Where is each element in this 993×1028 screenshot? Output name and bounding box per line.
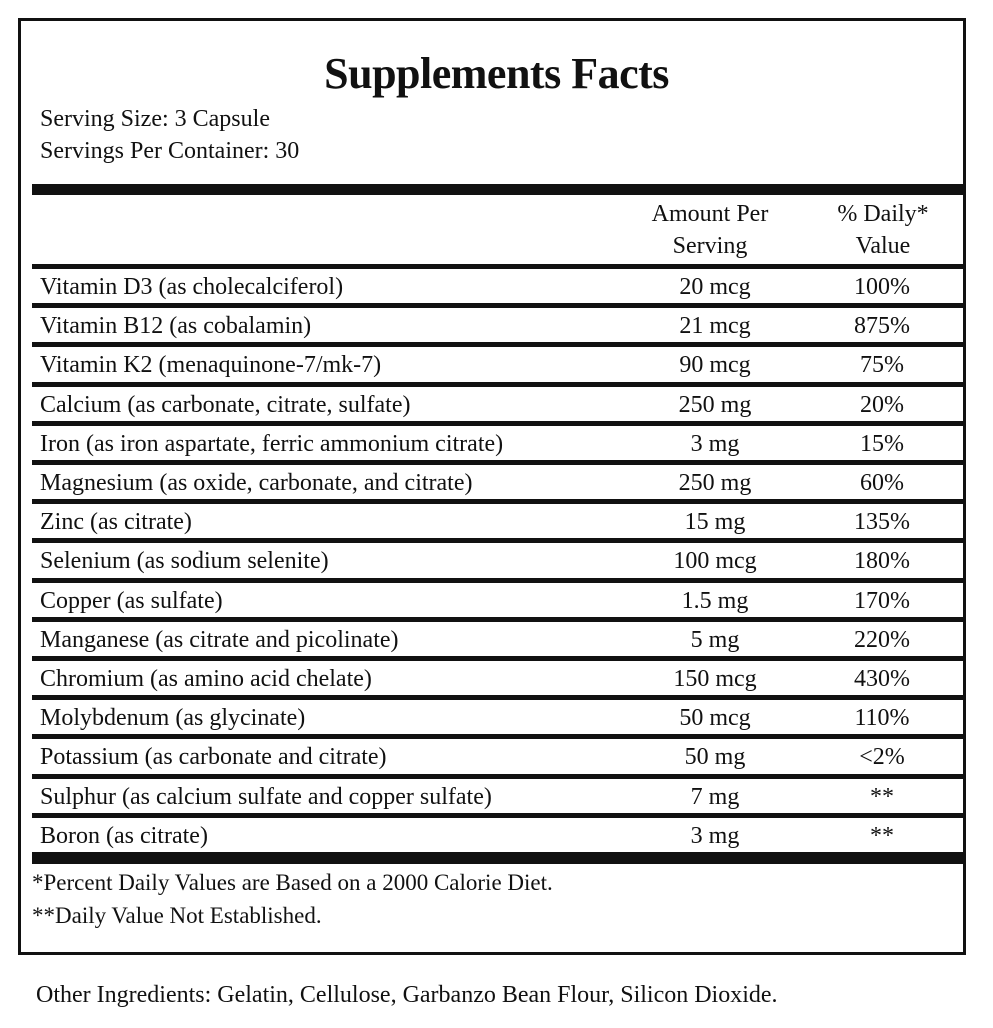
nutrient-row	[32, 738, 964, 778]
nutrient-daily-value: 60%	[860, 470, 904, 496]
nutrient-daily-value: 15%	[860, 430, 904, 457]
servings-per-container: Servings Per Container: 30	[40, 138, 300, 164]
nutrient-daily-value: **	[870, 822, 894, 849]
nutrient-amount: 250 mg	[678, 470, 752, 496]
nutrient-row	[32, 307, 964, 347]
nutrient-daily-value: 110%	[854, 705, 910, 732]
nutrient-amount: 1.5 mg	[681, 587, 749, 614]
nutrient-amount: 3 mg	[690, 822, 740, 849]
nutrient-name: Manganese (as citrate and picolinate)	[40, 626, 399, 653]
footnote-not-established: **Daily Value Not Established.	[32, 903, 322, 928]
nutrient-name: Potassium (as carbonate and citrate)	[40, 744, 387, 771]
nutrient-daily-value: 875%	[854, 313, 910, 340]
nutrient-amount: 50 mg	[684, 744, 746, 771]
nutrient-daily-value: <2%	[859, 744, 905, 771]
nutrient-name: Iron (as iron aspartate, ferric ammonium citrate)	[40, 430, 504, 457]
nutrient-row	[32, 346, 964, 386]
nutrient-name: Selenium (as sodium selenite)	[40, 548, 329, 575]
nutrient-row	[32, 503, 964, 543]
nutrient-amount: 3 mg	[690, 430, 740, 457]
nutrient-name: Sulphur (as calcium sulfate and copper sulfate)	[40, 783, 492, 810]
other-ingredients: Other Ingredients: Gelatin, Cellulose, Garbanzo Bean Flour, Silicon Dioxide.	[36, 982, 778, 1008]
nutrient-row	[32, 660, 964, 700]
nutrient-daily-value: 220%	[854, 626, 910, 653]
nutrient-daily-value: 75%	[860, 352, 904, 379]
nutrient-name: Magnesium (as oxide, carbonate, and citrate)	[40, 470, 473, 496]
nutrient-name: Copper (as sulfate)	[40, 587, 223, 614]
serving-size: Serving Size: 3 Capsule	[40, 106, 270, 132]
nutrient-row	[32, 464, 964, 504]
nutrient-row	[32, 425, 964, 465]
nutrient-name: Vitamin B12 (as cobalamin)	[40, 313, 312, 340]
nutrient-amount: 5 mg	[690, 626, 740, 653]
nutrient-daily-value: 170%	[854, 587, 910, 614]
thick-divider-bottom	[32, 852, 964, 864]
nutrient-amount: 21 mcg	[679, 313, 751, 340]
nutrient-amount: 50 mcg	[679, 705, 751, 732]
nutrient-row	[32, 386, 964, 426]
nutrient-amount: 90 mcg	[679, 352, 751, 379]
panel-title: Supplements Facts	[324, 49, 669, 98]
nutrient-name: Molybdenum (as glycinate)	[40, 705, 306, 732]
nutrient-daily-value: **	[870, 783, 894, 810]
nutrient-name: Boron (as citrate)	[40, 822, 208, 849]
nutrient-daily-value: 20%	[860, 391, 904, 418]
nutrient-daily-value: 100%	[854, 274, 910, 300]
nutrient-amount: 150 mcg	[673, 666, 757, 692]
nutrient-row	[32, 817, 964, 857]
nutrient-name: Vitamin K2 (menaquinone-7/mk-7)	[40, 352, 382, 379]
nutrient-amount: 7 mg	[690, 783, 740, 810]
thick-divider	[32, 184, 964, 195]
nutrient-daily-value: 180%	[854, 548, 910, 575]
nutrient-row	[32, 699, 964, 739]
footnote-dv: *Percent Daily Values are Based on a 2000 Calorie Diet.	[32, 870, 553, 895]
nutrient-row	[32, 268, 964, 308]
nutrient-row	[32, 778, 964, 818]
nutrient-amount: 15 mg	[684, 509, 746, 536]
daily-value-header: % Daily* Value	[837, 201, 929, 259]
nutrient-name: Chromium (as amino acid chelate)	[40, 666, 372, 692]
nutrient-daily-value: 135%	[854, 509, 910, 536]
nutrient-row	[32, 621, 964, 661]
nutrient-amount: 100 mcg	[673, 548, 757, 575]
nutrient-name: Vitamin D3 (as cholecalciferol)	[40, 274, 344, 300]
nutrient-amount: 20 mcg	[679, 274, 751, 300]
nutrient-amount: 250 mg	[678, 391, 752, 418]
amount-header: Amount Per Serving	[651, 201, 769, 259]
nutrient-row	[32, 582, 964, 622]
nutrient-name: Zinc (as citrate)	[40, 509, 192, 536]
nutrient-daily-value: 430%	[854, 666, 910, 692]
nutrient-name: Calcium (as carbonate, citrate, sulfate)	[40, 391, 411, 418]
nutrient-row	[32, 542, 964, 582]
